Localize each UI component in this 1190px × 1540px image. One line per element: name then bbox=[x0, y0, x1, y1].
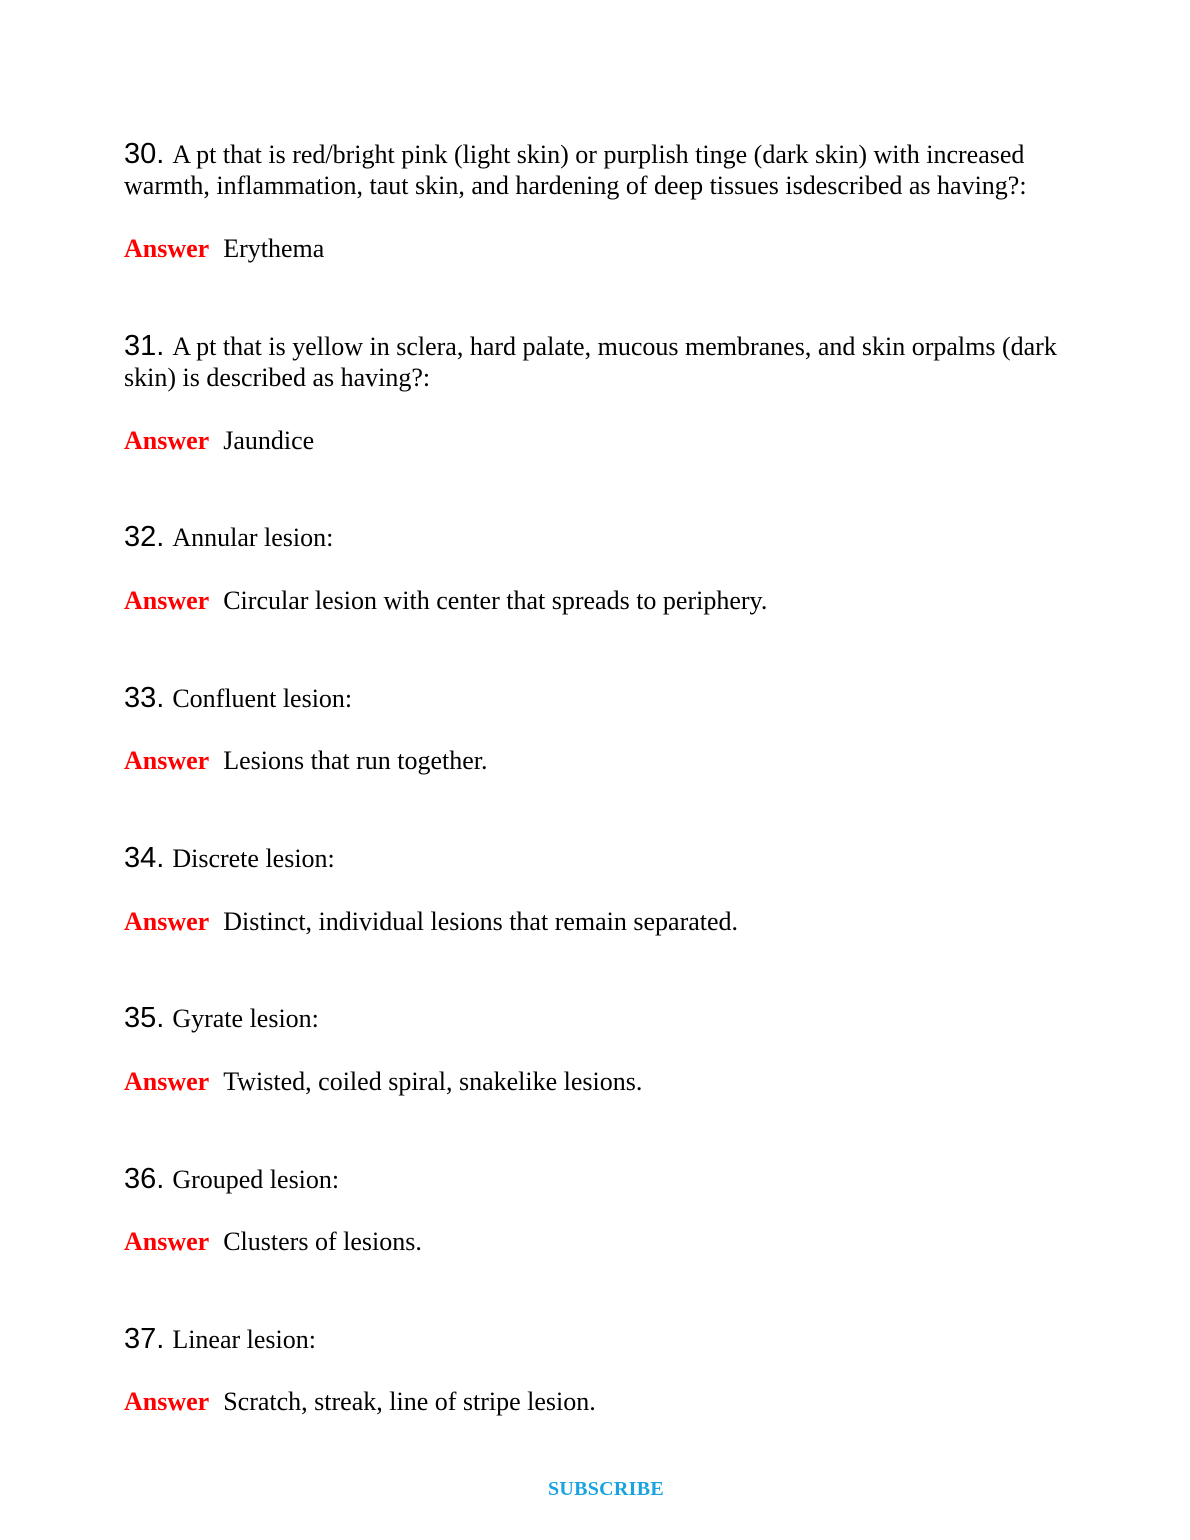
question-number: 34. bbox=[124, 842, 165, 874]
question-block bbox=[124, 1323, 1084, 1416]
subscribe-link[interactable]: SUBSCRIBE bbox=[547, 1478, 665, 1500]
question-number: 35. bbox=[124, 1002, 165, 1034]
answer-label: Answer bbox=[124, 234, 210, 263]
answer-line bbox=[124, 1226, 422, 1257]
answer-text: Jaundice bbox=[223, 426, 315, 455]
answer-label: Answer bbox=[124, 586, 210, 615]
question-text-block bbox=[124, 843, 1084, 874]
answer-line bbox=[124, 1386, 596, 1417]
question-text-block bbox=[124, 522, 1084, 553]
answer-line bbox=[124, 906, 738, 937]
answer-text: Scratch, streak, line of stripe lesion. bbox=[223, 1387, 596, 1416]
answer-label: Answer bbox=[124, 1227, 210, 1256]
question-text: Discrete lesion: bbox=[172, 844, 335, 873]
answer-line bbox=[124, 585, 767, 616]
answer-text: Clusters of lesions. bbox=[223, 1227, 422, 1256]
question-text: Grouped lesion: bbox=[172, 1165, 340, 1194]
question-number: 33. bbox=[124, 682, 165, 714]
question-text-block bbox=[124, 139, 1084, 201]
question-number: 31. bbox=[124, 330, 165, 362]
question-number: 32. bbox=[124, 521, 165, 553]
question-block bbox=[124, 1002, 1084, 1096]
answer-text: Twisted, coiled spiral, snakelike lesions. bbox=[223, 1067, 643, 1096]
question-block bbox=[124, 842, 1084, 936]
question-block bbox=[124, 521, 1084, 615]
answer-line bbox=[124, 1066, 642, 1097]
answer-text: Erythema bbox=[223, 234, 325, 263]
question-block bbox=[124, 138, 1084, 263]
question-text-block bbox=[124, 1324, 1084, 1355]
answer-text: Lesions that run together. bbox=[223, 746, 488, 775]
answer-line bbox=[124, 745, 488, 776]
question-number: 36. bbox=[124, 1163, 165, 1195]
question-number: 37. bbox=[124, 1323, 165, 1355]
question-text: Annular lesion: bbox=[172, 523, 334, 552]
question-text: A pt that is red/bright pink (light skin) or purplish tinge (dark skin) with increased warmth, inflammation, taut skin, and hardening of deep tissues isdescribed as having?: bbox=[124, 140, 1027, 200]
answer-label: Answer bbox=[124, 907, 210, 936]
question-text: Confluent lesion: bbox=[172, 684, 353, 713]
answer-label: Answer bbox=[124, 426, 210, 455]
question-block bbox=[124, 1163, 1084, 1256]
answer-text: Circular lesion with center that spreads to periphery. bbox=[223, 586, 768, 615]
question-block bbox=[124, 330, 1084, 455]
question-text-block bbox=[124, 1164, 1084, 1195]
question-text: Linear lesion: bbox=[172, 1325, 317, 1354]
question-text-block bbox=[124, 331, 1084, 393]
answer-label: Answer bbox=[124, 1387, 210, 1416]
answer-label: Answer bbox=[124, 746, 210, 775]
answer-text: Distinct, individual lesions that remain separated. bbox=[223, 907, 739, 936]
question-text: A pt that is yellow in sclera, hard palate, mucous membranes, and skin orpalms (dark skin) is described as having?: bbox=[124, 332, 1057, 392]
question-text-block bbox=[124, 683, 1084, 714]
question-text: Gyrate lesion: bbox=[172, 1004, 319, 1033]
question-block bbox=[124, 682, 1084, 775]
answer-label: Answer bbox=[124, 1067, 210, 1096]
answer-line bbox=[124, 233, 324, 264]
question-text-block bbox=[124, 1003, 1084, 1034]
answer-line bbox=[124, 425, 314, 456]
question-number: 30. bbox=[124, 138, 165, 170]
